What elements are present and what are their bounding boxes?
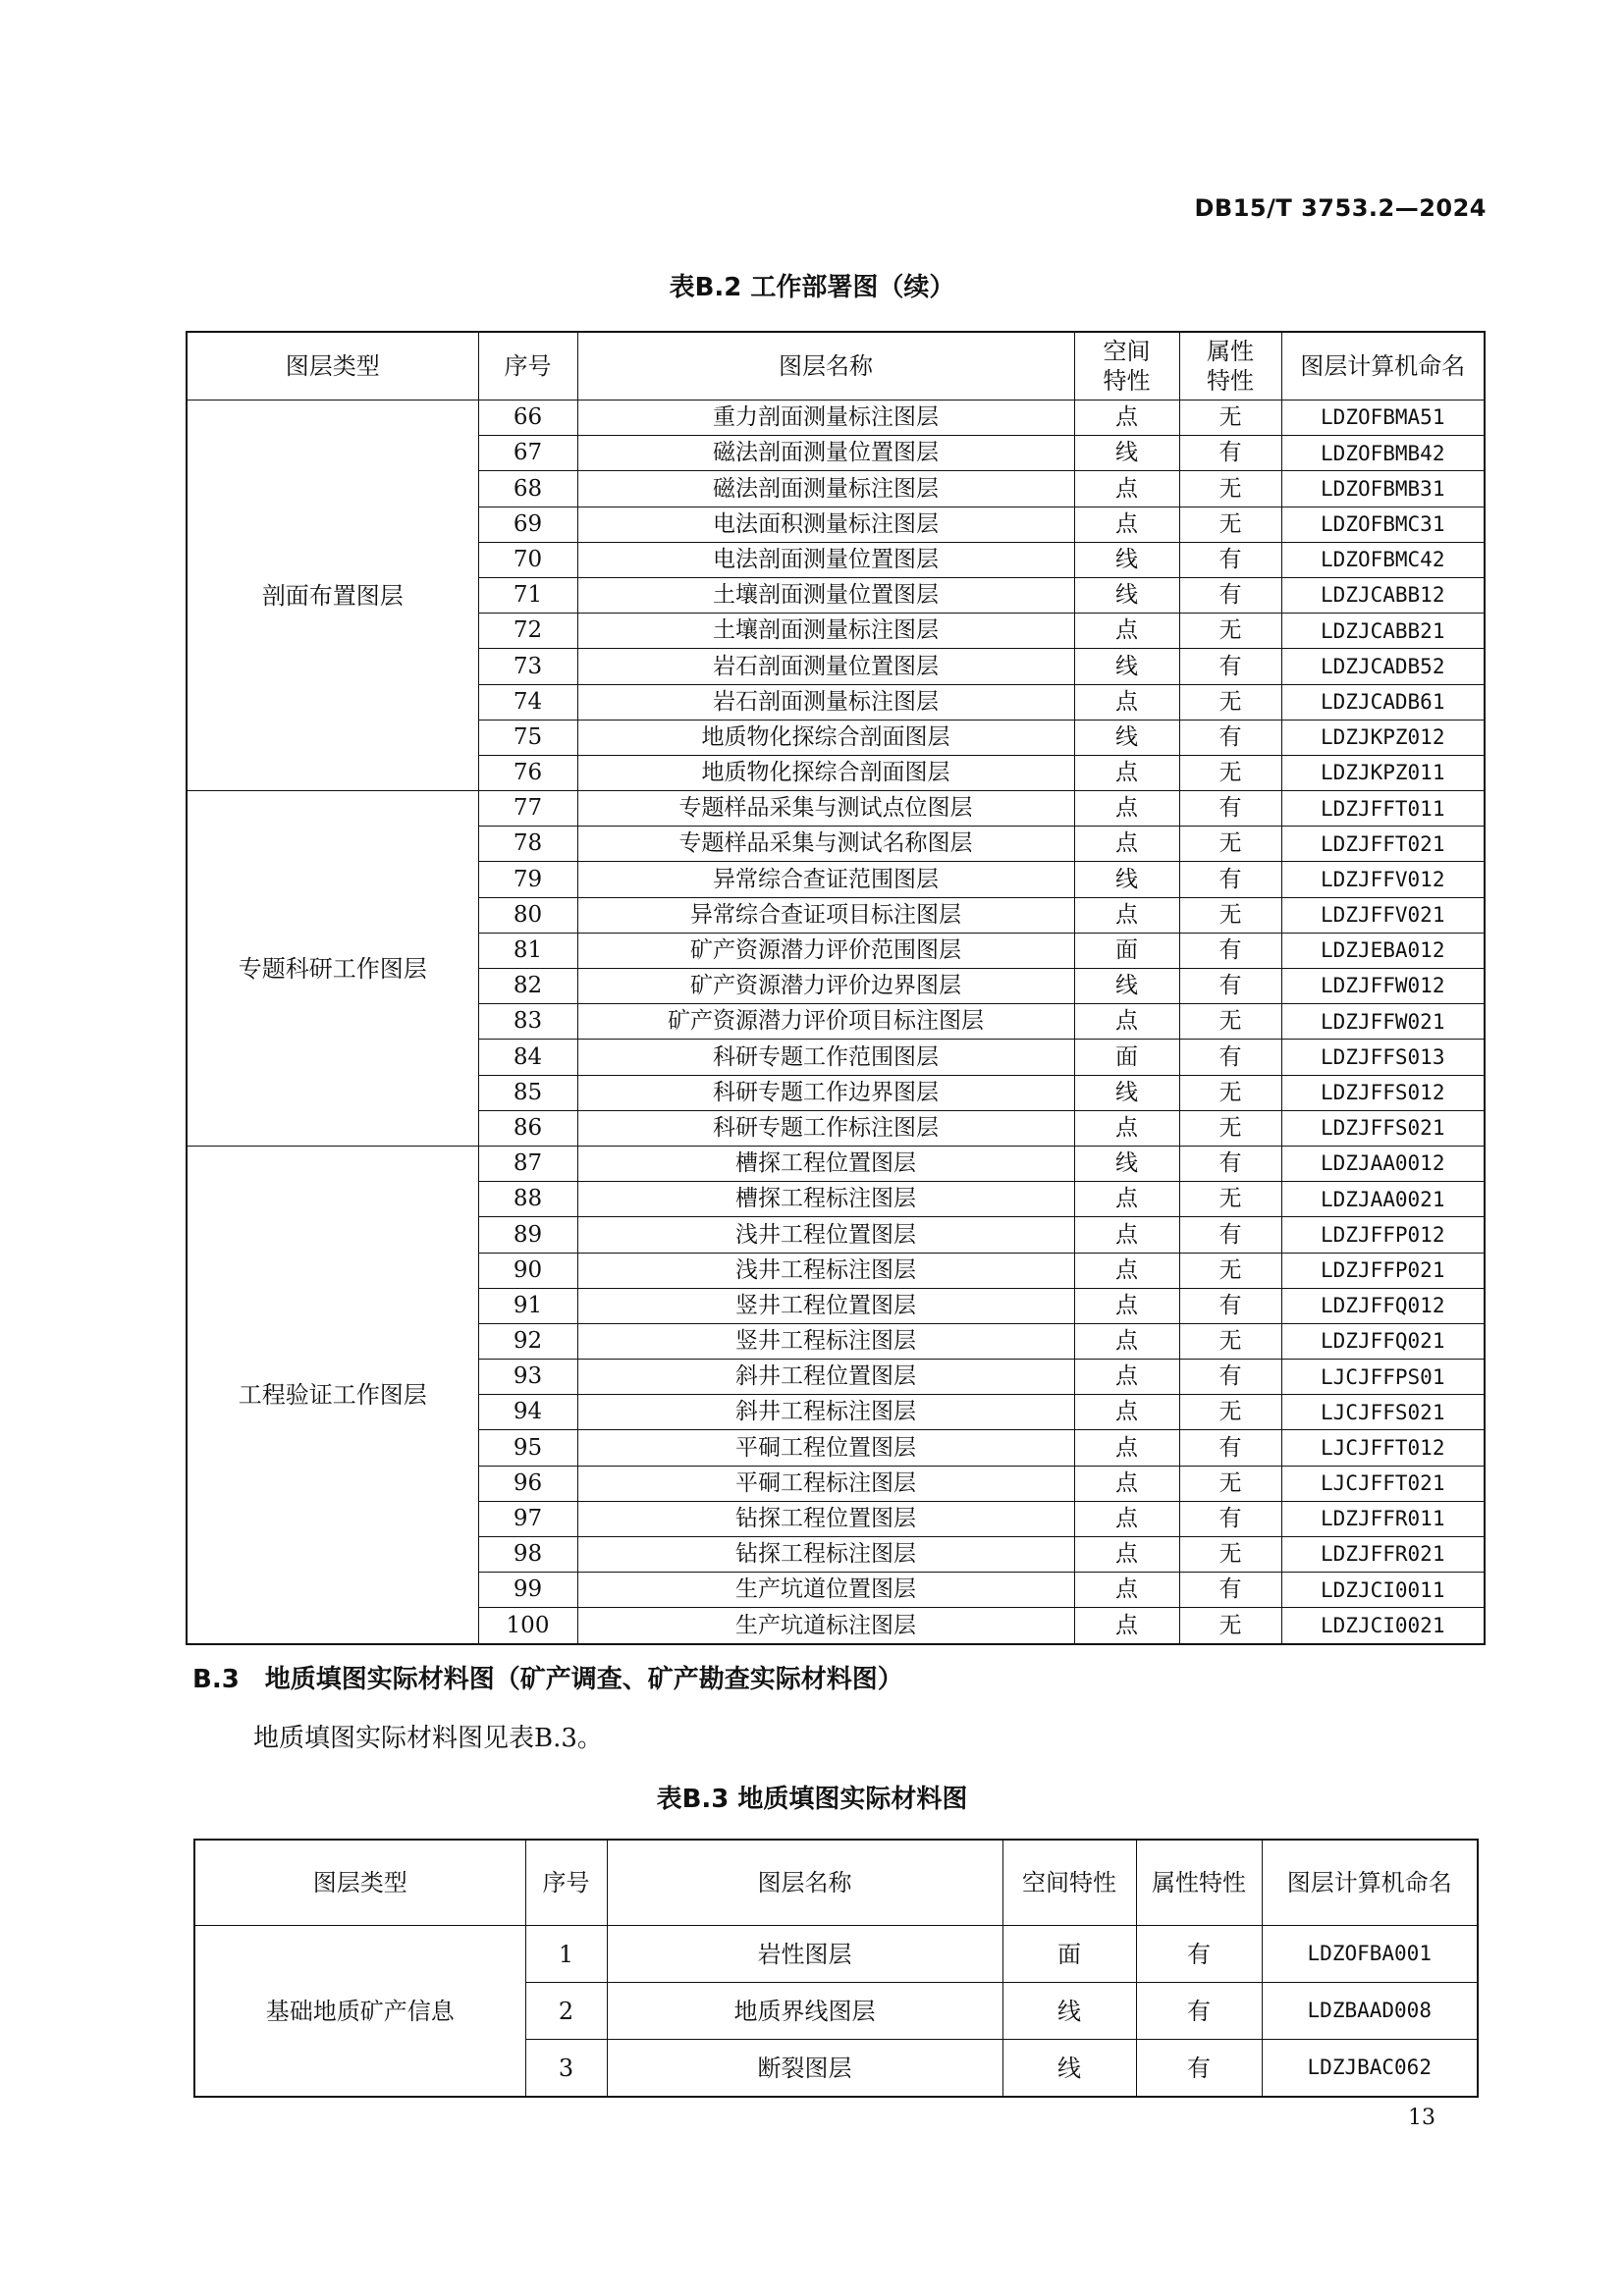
spatial-cell: 点 xyxy=(1074,1004,1179,1040)
layer-name-cell: 科研专题工作标注图层 xyxy=(577,1110,1074,1146)
layer-name-cell: 竖井工程标注图层 xyxy=(577,1323,1074,1359)
layer-name-cell: 矿产资源潜力评价范围图层 xyxy=(577,933,1074,968)
table-row xyxy=(187,400,1485,436)
seq-cell: 99 xyxy=(478,1573,577,1608)
seq-cell: 87 xyxy=(478,1146,577,1181)
attribute-cell: 有 xyxy=(1179,1040,1281,1075)
computer-name-cell: LDZOFBMC42 xyxy=(1281,542,1485,577)
layer-name-cell: 重力剖面测量标注图层 xyxy=(577,400,1074,436)
attribute-cell: 有 xyxy=(1179,1217,1281,1253)
computer-name-cell: LDZJFFS013 xyxy=(1281,1040,1485,1075)
table-b3 xyxy=(193,1839,1479,2098)
layer-name-cell: 钻探工程位置图层 xyxy=(577,1501,1074,1536)
table-header-row xyxy=(194,1840,1478,1926)
seq-cell: 92 xyxy=(478,1323,577,1359)
spatial-cell: 线 xyxy=(1074,1146,1179,1181)
page-number: 13 xyxy=(1408,2106,1435,2130)
attribute-cell: 有 xyxy=(1179,436,1281,471)
computer-name-cell: LDZJCADB61 xyxy=(1281,684,1485,720)
col-header-spatial: 空间 特性 xyxy=(1074,332,1179,400)
attribute-cell: 无 xyxy=(1179,1110,1281,1146)
layer-name-cell: 矿产资源潜力评价边界图层 xyxy=(577,969,1074,1004)
col-header-computer-name: 图层计算机命名 xyxy=(1262,1840,1478,1926)
spatial-cell: 线 xyxy=(1074,542,1179,577)
spatial-cell: 点 xyxy=(1074,1360,1179,1395)
layer-name-cell: 竖井工程位置图层 xyxy=(577,1288,1074,1323)
col-header-spatial: 空间特性 xyxy=(1002,1840,1136,1926)
computer-name-cell: LDZJFFS021 xyxy=(1281,1110,1485,1146)
computer-name-cell: LDZJCABB12 xyxy=(1281,577,1485,613)
layer-name-cell: 磁法剖面测量标注图层 xyxy=(577,471,1074,507)
seq-cell: 2 xyxy=(525,1983,607,2040)
spatial-cell: 点 xyxy=(1074,1501,1179,1536)
layer-name-cell: 浅井工程位置图层 xyxy=(577,1217,1074,1253)
spatial-cell: 面 xyxy=(1002,1926,1136,1983)
attribute-cell: 有 xyxy=(1179,1360,1281,1395)
seq-cell: 93 xyxy=(478,1360,577,1395)
seq-cell: 85 xyxy=(478,1075,577,1110)
section-number: B.3 xyxy=(192,1665,240,1694)
attribute-cell: 无 xyxy=(1179,897,1281,933)
seq-cell: 97 xyxy=(478,1501,577,1536)
layer-name-cell: 地质物化探综合剖面图层 xyxy=(577,755,1074,790)
layer-name-cell: 专题样品采集与测试点位图层 xyxy=(577,791,1074,827)
spatial-cell: 点 xyxy=(1074,1537,1179,1573)
layer-name-cell: 科研专题工作边界图层 xyxy=(577,1075,1074,1110)
seq-cell: 76 xyxy=(478,755,577,790)
computer-name-cell: LDZJCI0011 xyxy=(1281,1573,1485,1608)
seq-cell: 96 xyxy=(478,1466,577,1501)
seq-cell: 95 xyxy=(478,1430,577,1466)
layer-name-cell: 槽探工程标注图层 xyxy=(577,1182,1074,1217)
computer-name-cell: LDZJAA0021 xyxy=(1281,1182,1485,1217)
attribute-cell: 无 xyxy=(1179,507,1281,542)
layer-name-cell: 斜井工程位置图层 xyxy=(577,1360,1074,1395)
attribute-cell: 无 xyxy=(1179,1608,1281,1644)
spatial-cell: 点 xyxy=(1074,1466,1179,1501)
col-header-layer-name: 图层名称 xyxy=(607,1840,1002,1926)
computer-name-cell: LDZJFFS012 xyxy=(1281,1075,1485,1110)
layer-name-cell: 土壤剖面测量标注图层 xyxy=(577,614,1074,649)
seq-cell: 3 xyxy=(525,2040,607,2098)
computer-name-cell: LDZJFFW021 xyxy=(1281,1004,1485,1040)
attribute-cell: 无 xyxy=(1179,1253,1281,1288)
seq-cell: 72 xyxy=(478,614,577,649)
seq-cell: 70 xyxy=(478,542,577,577)
attribute-cell: 无 xyxy=(1179,1537,1281,1573)
layer-name-cell: 岩性图层 xyxy=(607,1926,1002,1983)
layer-name-cell: 矿产资源潜力评价项目标注图层 xyxy=(577,1004,1074,1040)
computer-name-cell: LDZJFFP021 xyxy=(1281,1253,1485,1288)
seq-cell: 74 xyxy=(478,684,577,720)
computer-name-cell: LDZJFFV021 xyxy=(1281,897,1485,933)
attribute-cell: 无 xyxy=(1179,614,1281,649)
layer-name-cell: 地质物化探综合剖面图层 xyxy=(577,720,1074,755)
spatial-cell: 线 xyxy=(1074,577,1179,613)
computer-name-cell: LDZJFFT011 xyxy=(1281,791,1485,827)
spatial-cell: 面 xyxy=(1074,933,1179,968)
seq-cell: 81 xyxy=(478,933,577,968)
computer-name-cell: LDZJCABB21 xyxy=(1281,614,1485,649)
table-header-row xyxy=(187,332,1485,400)
spatial-cell: 点 xyxy=(1074,1573,1179,1608)
spatial-cell: 线 xyxy=(1074,436,1179,471)
layer-name-cell: 电法剖面测量位置图层 xyxy=(577,542,1074,577)
section-title-text: 地质填图实际材料图（矿产调查、矿产勘查实际材料图） xyxy=(264,1665,903,1694)
computer-name-cell: LDZJFFR021 xyxy=(1281,1537,1485,1573)
seq-cell: 80 xyxy=(478,897,577,933)
seq-cell: 78 xyxy=(478,827,577,862)
layer-name-cell: 磁法剖面测量位置图层 xyxy=(577,436,1074,471)
col-header-layer-name: 图层名称 xyxy=(577,332,1074,400)
spatial-cell: 点 xyxy=(1074,684,1179,720)
attribute-cell: 有 xyxy=(1179,933,1281,968)
attribute-cell: 有 xyxy=(1179,720,1281,755)
seq-cell: 1 xyxy=(525,1926,607,1983)
seq-cell: 67 xyxy=(478,436,577,471)
attribute-cell: 有 xyxy=(1179,1573,1281,1608)
attribute-cell: 有 xyxy=(1179,1430,1281,1466)
computer-name-cell: LDZOFBMC31 xyxy=(1281,507,1485,542)
computer-name-cell: LJCJFFT021 xyxy=(1281,1466,1485,1501)
table-b3-body xyxy=(194,1926,1478,2098)
table-b2-caption: 表B.2 工作部署图（续） xyxy=(669,273,955,302)
attribute-cell: 无 xyxy=(1179,1182,1281,1217)
computer-name-cell: LJCJFFT012 xyxy=(1281,1430,1485,1466)
spatial-cell: 点 xyxy=(1074,755,1179,790)
spatial-cell: 线 xyxy=(1002,1983,1136,2040)
computer-name-cell: LDZJFFR011 xyxy=(1281,1501,1485,1536)
attribute-cell: 无 xyxy=(1179,684,1281,720)
layer-name-cell: 专题样品采集与测试名称图层 xyxy=(577,827,1074,862)
col-header-attribute: 属性特性 xyxy=(1136,1840,1262,1926)
spatial-cell: 点 xyxy=(1074,791,1179,827)
layer-name-cell: 浅井工程标注图层 xyxy=(577,1253,1074,1288)
seq-cell: 75 xyxy=(478,720,577,755)
spatial-cell: 点 xyxy=(1074,1182,1179,1217)
attribute-cell: 有 xyxy=(1179,969,1281,1004)
attribute-cell: 无 xyxy=(1179,827,1281,862)
attribute-cell: 无 xyxy=(1179,471,1281,507)
seq-cell: 79 xyxy=(478,862,577,897)
col-header-layer-type: 图层类型 xyxy=(187,332,478,400)
spatial-cell: 点 xyxy=(1074,897,1179,933)
layer-category-cell: 专题科研工作图层 xyxy=(187,791,478,1147)
computer-name-cell: LDZJKPZ012 xyxy=(1281,720,1485,755)
layer-name-cell: 地质界线图层 xyxy=(607,1983,1002,2040)
spatial-cell: 点 xyxy=(1074,1217,1179,1253)
computer-name-cell: LDZJFFT021 xyxy=(1281,827,1485,862)
spatial-cell: 点 xyxy=(1074,400,1179,436)
attribute-cell: 有 xyxy=(1179,862,1281,897)
attribute-cell: 无 xyxy=(1179,1075,1281,1110)
spatial-cell: 点 xyxy=(1074,1288,1179,1323)
computer-name-cell: LDZJKPZ011 xyxy=(1281,755,1485,790)
spatial-cell: 线 xyxy=(1074,969,1179,1004)
layer-name-cell: 斜井工程标注图层 xyxy=(577,1395,1074,1430)
computer-name-cell: LDZJFFV012 xyxy=(1281,862,1485,897)
table-b2 xyxy=(186,331,1486,1645)
spatial-cell: 点 xyxy=(1074,614,1179,649)
layer-name-cell: 断裂图层 xyxy=(607,2040,1002,2098)
attribute-cell: 有 xyxy=(1179,577,1281,613)
layer-name-cell: 电法面积测量标注图层 xyxy=(577,507,1074,542)
attribute-cell: 有 xyxy=(1179,1501,1281,1536)
spatial-cell: 点 xyxy=(1074,471,1179,507)
computer-name-cell: LDZOFBMB31 xyxy=(1281,471,1485,507)
seq-cell: 90 xyxy=(478,1253,577,1288)
seq-cell: 86 xyxy=(478,1110,577,1146)
layer-name-cell: 岩石剖面测量位置图层 xyxy=(577,649,1074,684)
computer-name-cell: LDZJAA0012 xyxy=(1281,1146,1485,1181)
spatial-cell: 点 xyxy=(1074,507,1179,542)
spatial-cell: 点 xyxy=(1074,1608,1179,1644)
col-header-seq: 序号 xyxy=(478,332,577,400)
spatial-cell: 点 xyxy=(1074,1430,1179,1466)
attribute-cell: 有 xyxy=(1179,542,1281,577)
layer-category-cell: 基础地质矿产信息 xyxy=(194,1926,525,2098)
attribute-cell: 有 xyxy=(1179,1288,1281,1323)
attribute-cell: 有 xyxy=(1179,649,1281,684)
layer-name-cell: 异常综合查证项目标注图层 xyxy=(577,897,1074,933)
layer-category-cell: 工程验证工作图层 xyxy=(187,1146,478,1643)
seq-cell: 73 xyxy=(478,649,577,684)
spatial-cell: 线 xyxy=(1074,862,1179,897)
layer-name-cell: 槽探工程位置图层 xyxy=(577,1146,1074,1181)
computer-name-cell: LDZJCI0021 xyxy=(1281,1608,1485,1644)
seq-cell: 77 xyxy=(478,791,577,827)
layer-name-cell: 岩石剖面测量标注图层 xyxy=(577,684,1074,720)
seq-cell: 91 xyxy=(478,1288,577,1323)
seq-cell: 69 xyxy=(478,507,577,542)
table-row xyxy=(194,1926,1478,1983)
spatial-cell: 点 xyxy=(1074,1253,1179,1288)
attribute-cell: 有 xyxy=(1179,791,1281,827)
computer-name-cell: LDZOFBA001 xyxy=(1262,1926,1478,1983)
layer-name-cell: 土壤剖面测量位置图层 xyxy=(577,577,1074,613)
seq-cell: 68 xyxy=(478,471,577,507)
computer-name-cell: LJCJFFPS01 xyxy=(1281,1360,1485,1395)
attribute-cell: 无 xyxy=(1179,1466,1281,1501)
seq-cell: 98 xyxy=(478,1537,577,1573)
attribute-cell: 无 xyxy=(1179,1004,1281,1040)
computer-name-cell: LDZJFFW012 xyxy=(1281,969,1485,1004)
seq-cell: 82 xyxy=(478,969,577,1004)
table-b3-caption: 表B.3 地质填图实际材料图 xyxy=(656,1785,968,1814)
seq-cell: 84 xyxy=(478,1040,577,1075)
seq-cell: 66 xyxy=(478,400,577,436)
col-header-seq: 序号 xyxy=(525,1840,607,1926)
spatial-cell: 线 xyxy=(1074,720,1179,755)
computer-name-cell: LJCJFFS021 xyxy=(1281,1395,1485,1430)
attribute-cell: 无 xyxy=(1179,1323,1281,1359)
computer-name-cell: LDZJEBA012 xyxy=(1281,933,1485,968)
layer-name-cell: 钻探工程标注图层 xyxy=(577,1537,1074,1573)
attribute-cell: 有 xyxy=(1136,1983,1262,2040)
seq-cell: 100 xyxy=(478,1608,577,1644)
attribute-cell: 有 xyxy=(1136,1926,1262,1983)
section-b3-paragraph: 地质填图实际材料图见表B.3。 xyxy=(253,1724,603,1753)
spatial-cell: 点 xyxy=(1074,1110,1179,1146)
attribute-cell: 有 xyxy=(1136,2040,1262,2098)
computer-name-cell: LDZJFFP012 xyxy=(1281,1217,1485,1253)
computer-name-cell: LDZJFFQ012 xyxy=(1281,1288,1485,1323)
layer-name-cell: 生产坑道位置图层 xyxy=(577,1573,1074,1608)
table-b2-body xyxy=(187,400,1485,1644)
standard-code: DB15/T 3753.2—2024 xyxy=(1194,194,1487,222)
computer-name-cell: LDZJFFQ021 xyxy=(1281,1323,1485,1359)
computer-name-cell: LDZJBAC062 xyxy=(1262,2040,1478,2098)
computer-name-cell: LDZJCADB52 xyxy=(1281,649,1485,684)
spatial-cell: 点 xyxy=(1074,1323,1179,1359)
spatial-cell: 线 xyxy=(1002,2040,1136,2098)
layer-name-cell: 异常综合查证范围图层 xyxy=(577,862,1074,897)
section-b3-title xyxy=(192,1659,903,1695)
layer-name-cell: 生产坑道标注图层 xyxy=(577,1608,1074,1644)
spatial-cell: 点 xyxy=(1074,827,1179,862)
attribute-cell: 有 xyxy=(1179,1146,1281,1181)
col-header-layer-type: 图层类型 xyxy=(194,1840,525,1926)
seq-cell: 83 xyxy=(478,1004,577,1040)
layer-name-cell: 平硐工程标注图层 xyxy=(577,1466,1074,1501)
layer-name-cell: 科研专题工作范围图层 xyxy=(577,1040,1074,1075)
spatial-cell: 线 xyxy=(1074,1075,1179,1110)
layer-name-cell: 平硐工程位置图层 xyxy=(577,1430,1074,1466)
col-header-attribute: 属性 特性 xyxy=(1179,332,1281,400)
computer-name-cell: LDZOFBMA51 xyxy=(1281,400,1485,436)
spatial-cell: 点 xyxy=(1074,1395,1179,1430)
spatial-cell: 面 xyxy=(1074,1040,1179,1075)
spatial-cell: 线 xyxy=(1074,649,1179,684)
seq-cell: 71 xyxy=(478,577,577,613)
attribute-cell: 无 xyxy=(1179,755,1281,790)
attribute-cell: 无 xyxy=(1179,1395,1281,1430)
seq-cell: 89 xyxy=(478,1217,577,1253)
layer-category-cell: 剖面布置图层 xyxy=(187,400,478,791)
table-row xyxy=(187,791,1485,827)
computer-name-cell: LDZOFBMB42 xyxy=(1281,436,1485,471)
seq-cell: 94 xyxy=(478,1395,577,1430)
computer-name-cell: LDZBAAD008 xyxy=(1262,1983,1478,2040)
col-header-computer-name: 图层计算机命名 xyxy=(1281,332,1485,400)
table-row xyxy=(187,1146,1485,1181)
seq-cell: 88 xyxy=(478,1182,577,1217)
attribute-cell: 无 xyxy=(1179,400,1281,436)
